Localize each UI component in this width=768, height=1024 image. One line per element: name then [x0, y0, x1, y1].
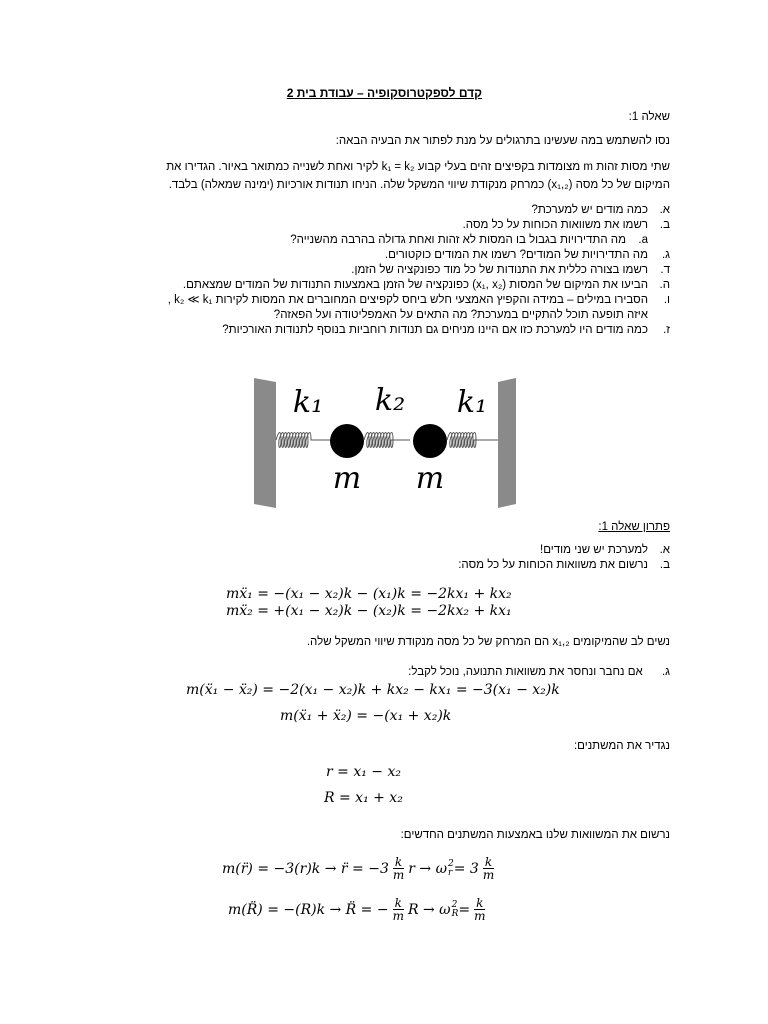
note-positions: נשים לב שהמיקומים x₁,₂ הם המרחק של כל מסה מנקודת שיווי המשקל שלה. [306, 636, 670, 648]
superscript: 2 [451, 899, 458, 910]
question-item [70, 293, 670, 308]
eq-part: = 3 [453, 860, 479, 877]
equation-R-motion [228, 897, 489, 922]
item-text: כמה מודים היו למערכת כזו אם היינו מניחים גם תנודות רוחביות בנוסף לתנודות האורכיות? [222, 324, 648, 336]
spring-label-middle: k₂ [374, 383, 406, 418]
fraction-numerator: k [476, 896, 484, 910]
question-item [70, 248, 670, 263]
equation-sum: m(ẍ₁ + ẍ₂) = −(x₁ + x₂)k [280, 708, 452, 724]
equation-force-2: mẍ₂ = +(x₁ − x₂)k − (x₂)k = −2kx₂ + kx₁ [226, 603, 512, 619]
mass-label-right: m [415, 461, 445, 496]
mass-label-left: m [332, 461, 362, 496]
spring-right [447, 433, 498, 448]
page-title: קדם לספקטרוסקופיה – עבודת בית 2 [286, 86, 482, 100]
item-marker: ב. [659, 559, 670, 571]
eq-part: m(R̈) = −(R)k → R̈ = − [228, 901, 389, 918]
fraction-denominator: m [392, 909, 404, 923]
eq-part: R → ω [407, 901, 451, 918]
equation-r-motion [222, 856, 498, 881]
item-marker [656, 308, 670, 323]
intro-text: נסו להשתמש במה שעשינו בתרגולים על מנת לפתור את הבעיה הבאה: [335, 135, 670, 147]
item-c [408, 665, 670, 680]
item-text: רשמו בצורה כללית את התנודות של כל מוד כפונקציה של הזמן. [351, 264, 648, 276]
fraction [391, 856, 406, 881]
item-marker: א. [659, 544, 670, 556]
solution-list [270, 543, 670, 573]
fraction-numerator: k [484, 855, 493, 869]
problem-line-2: המיקום של כל מסה (x₁,₂) כמרחק מנקודת שיווי המשקל שלה. הניחו תנודות אורכיות (ימינה שמאלה) בלבד. [168, 179, 670, 191]
eq-part: = [458, 901, 471, 918]
fraction-denominator: m [392, 868, 405, 882]
fraction-denominator: m [482, 868, 495, 882]
item-marker: ג. [661, 249, 670, 261]
mass-left [330, 424, 364, 458]
item-text: איזה תופעה תוכל להתקיים במערכת? מה התאים על האמפליטודה ועל הפאזה? [273, 309, 648, 321]
equation-force-1: mẍ₁ = −(x₁ − x₂)k − (x₁)k = −2kx₁ + kx₂ [226, 586, 512, 602]
question-item [70, 203, 670, 218]
equation-difference: m(ẍ₁ − ẍ₂) = −2(x₁ − x₂)k + kx₂ − kx₁ = −3(x₁ − x₂)k [186, 682, 560, 698]
item-marker: א. [659, 204, 670, 216]
question-list [70, 203, 670, 338]
spring-middle [364, 433, 410, 448]
spring-label-left: k₁ [292, 385, 324, 420]
question-item [70, 263, 670, 278]
item-text: מה התדירויות בגבול בו המסות לא זהות ואחת גדולה בהרבה מהשנייה? [290, 234, 626, 246]
fraction-numerator: k [394, 896, 402, 910]
sub-sup [452, 901, 459, 919]
fraction [391, 897, 406, 922]
item-text: נרשום את משוואות הכוחות על כל מסה: [458, 559, 648, 571]
question-heading: שאלה 1: [628, 111, 670, 123]
item-marker: a. [638, 234, 648, 246]
item-text: הסבירו במילים – במידה והקפיץ האמצעי חלש ביחס לקפיצים המחוברים את המסות לקירות k₂ ≪ k₁ , [167, 294, 648, 306]
fraction [472, 897, 487, 922]
item-text: הביעו את המיקום של המסות (x₁, x₂) כפונקציה של הזמן באמצעות התנודות של המודים שמצאתם. [182, 279, 648, 291]
solution-heading: פתרון שאלה 1: [598, 521, 670, 533]
superscript: 2 [448, 858, 454, 869]
subscript: R [451, 908, 459, 919]
fraction-denominator: m [474, 909, 486, 923]
spring-label-right: k₁ [456, 385, 488, 420]
question-item [70, 323, 670, 338]
item-marker: ד. [660, 264, 670, 276]
equation-r-definition: r = x₁ − x₂ [326, 764, 401, 780]
solution-item [270, 543, 670, 558]
item-marker: ז. [663, 324, 670, 336]
item-text: רשמו את משוואות הכוחות על כל מסה. [462, 219, 648, 231]
spring-mass-figure [250, 376, 520, 512]
item-text: אם נחבר ונחסר את משוואות התנועה, נוכל לקבל: [408, 666, 643, 678]
right-wall [498, 378, 516, 508]
equation-R-definition: R = x₁ + x₂ [324, 790, 403, 806]
define-variables-text: נגדיר את המשתנים: [573, 740, 670, 752]
question-item [70, 278, 670, 293]
item-text: למערכת יש שני מודים! [540, 544, 648, 556]
question-item [70, 233, 670, 248]
item-text: כמה מודים יש למערכת? [531, 204, 648, 216]
item-marker: ה. [659, 279, 670, 291]
item-marker: ב. [659, 219, 670, 231]
problem-line-1: שתי מסות זהות m מצומדות בקפיצים זהים בעלי קבוע k₁ = k₂ לקיר ואחת לשנייה כמתואר באיור. הגדירו את [166, 161, 670, 173]
item-text: מה התדירויות של המודים? רשמו את המודים כוקטורים. [384, 249, 648, 261]
question-item [70, 308, 670, 323]
write-new-equations-text: נרשום את המשוואות שלנו באמצעות המשתנים החדשים: [400, 829, 670, 841]
mass-right [413, 424, 447, 458]
left-wall [254, 378, 276, 508]
eq-part: m(r̈) = −3(r)k → r̈ = −3 [222, 860, 389, 877]
spring-left [276, 433, 332, 448]
fraction-numerator: k [394, 855, 403, 869]
question-item [70, 218, 670, 233]
solution-item [270, 558, 670, 573]
item-marker: ו. [663, 294, 670, 306]
eq-part: r → ω [408, 860, 447, 877]
subscript: r [448, 867, 453, 878]
fraction [481, 856, 496, 881]
item-marker: ג. [661, 666, 670, 678]
